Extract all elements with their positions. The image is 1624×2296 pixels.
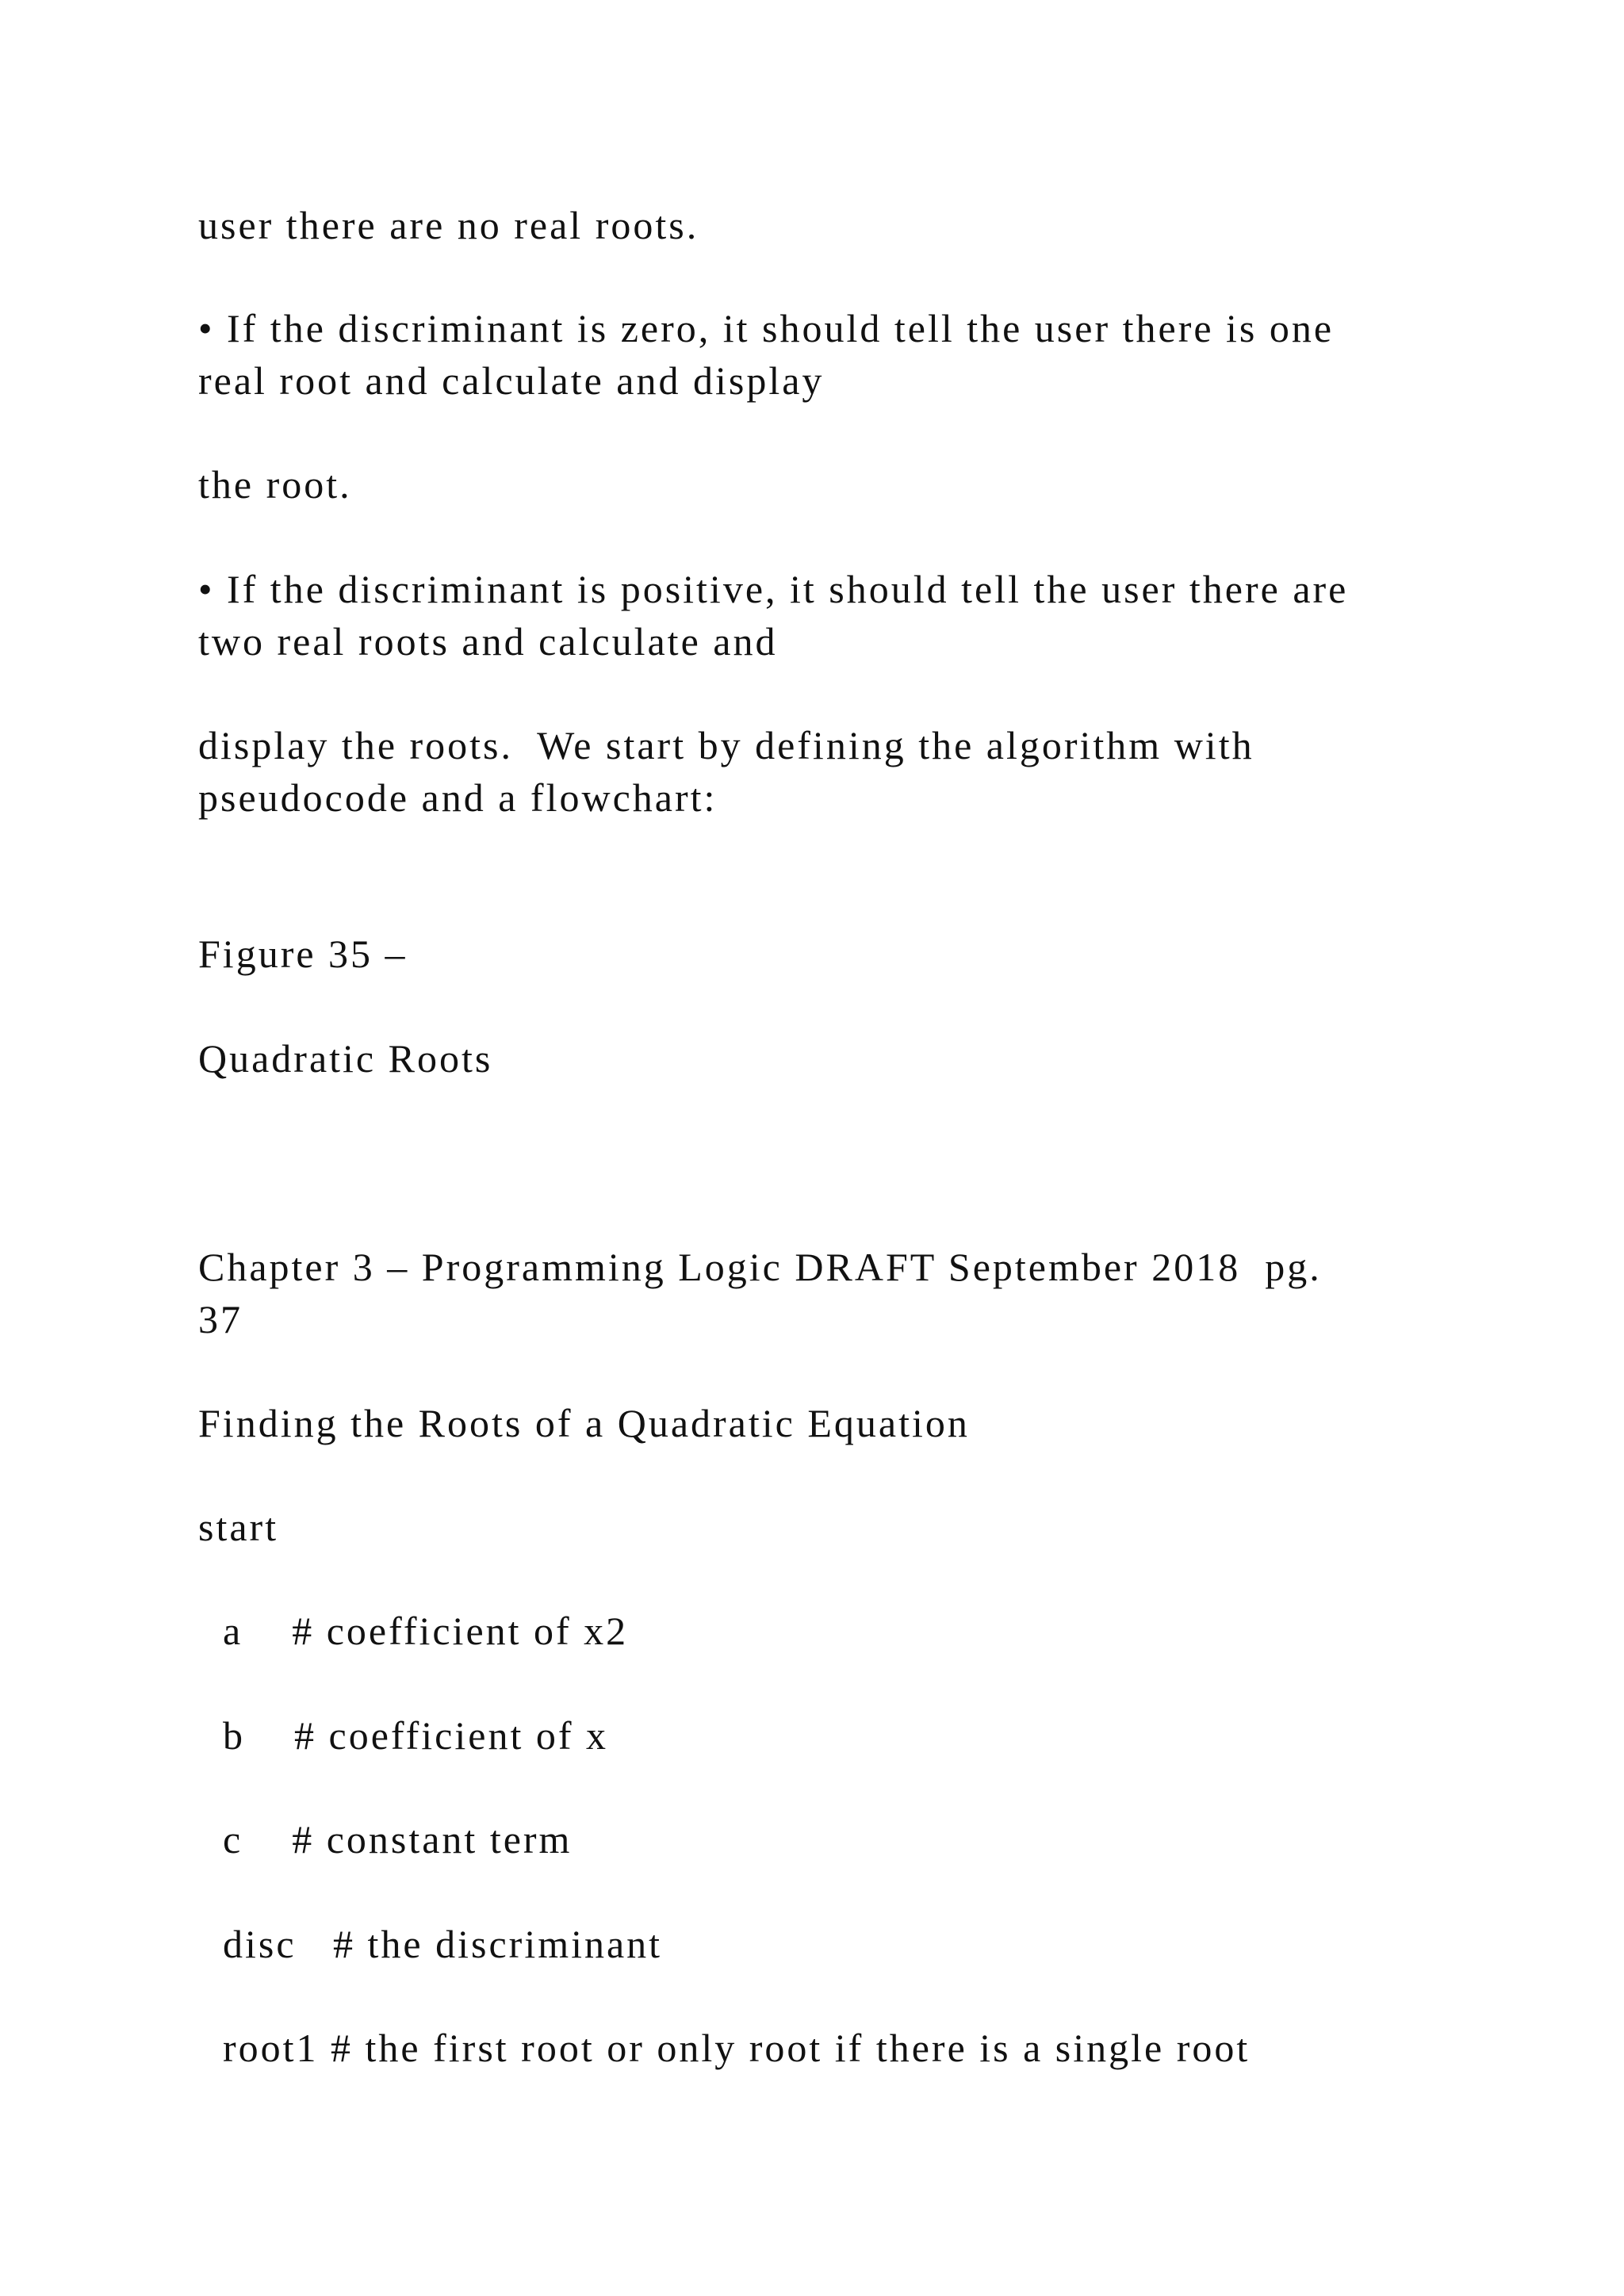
bullet-discriminant-zero: • If the discriminant is zero, it should tell the user there is one: [198, 306, 1335, 350]
pseudocode-var-a: a # coefficient of x2: [198, 1609, 629, 1653]
text-line-two-real-roots: two real roots and calculate and: [198, 619, 778, 664]
pseudocode-var-c: c # constant term: [198, 1817, 573, 1862]
text-line-one-real-root: real root and calculate and display: [198, 358, 825, 403]
pseudocode-var-b: b # coefficient of x: [198, 1713, 608, 1758]
figure-caption-number: Figure 35 –: [198, 932, 408, 976]
text-line-no-real-roots: user there are no real roots.: [198, 203, 699, 247]
text-line-display-roots: display the roots. We start by defining the algorithm with: [198, 723, 1254, 767]
section-title: Finding the Roots of a Quadratic Equation: [198, 1401, 970, 1445]
page-header-chapter: Chapter 3 – Programming Logic DRAFT September 2018 pg.: [198, 1245, 1322, 1289]
bullet-discriminant-positive: • If the discriminant is positive, it should tell the user there are: [198, 567, 1349, 611]
text-line-pseudocode: pseudocode and a flowchart:: [198, 775, 718, 820]
pseudocode-var-root1: root1 # the first root or only root if there is a single root: [198, 2026, 1251, 2070]
text-line-the-root: the root.: [198, 462, 352, 507]
pseudocode-var-disc: disc # the discriminant: [198, 1922, 663, 1966]
page-number: 37: [198, 1297, 243, 1341]
figure-caption-title: Quadratic Roots: [198, 1036, 493, 1081]
pseudocode-start: start: [198, 1505, 279, 1549]
